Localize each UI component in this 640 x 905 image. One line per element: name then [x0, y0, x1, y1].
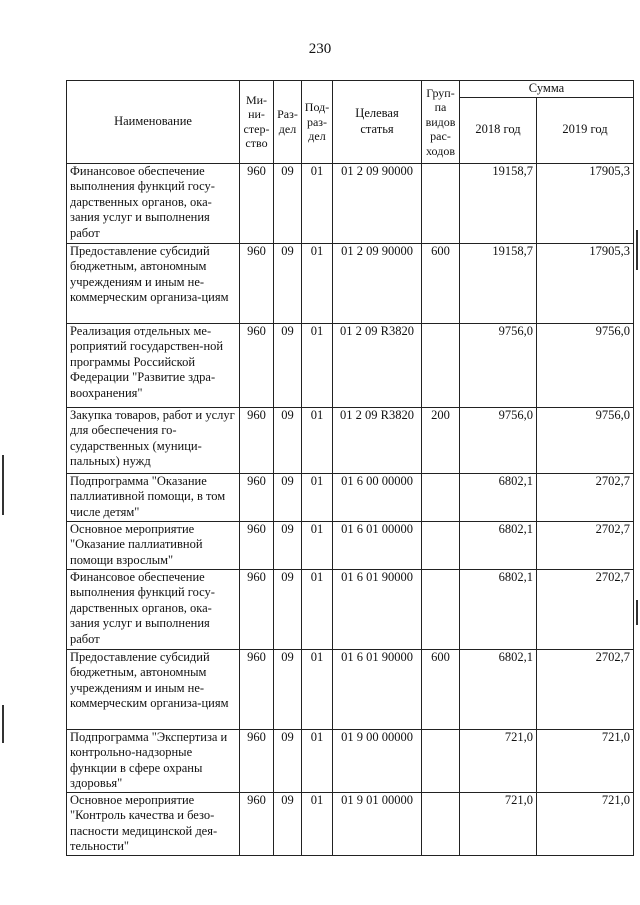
- row-subsection: 01: [302, 163, 333, 243]
- row-expense-group: [422, 729, 460, 792]
- row-ministry: 960: [240, 473, 274, 521]
- header-subsection: Под- раз- дел: [302, 81, 333, 164]
- margin-mark: [636, 600, 638, 625]
- row-2018: 6802,1: [460, 649, 537, 729]
- table-row: [67, 649, 634, 729]
- row-section: 09: [274, 649, 302, 729]
- row-expense-group: [422, 473, 460, 521]
- table-row: [67, 729, 634, 792]
- header-section: Раз- дел: [274, 81, 302, 164]
- row-2019: 721,0: [537, 792, 634, 855]
- row-2019: 17905,3: [537, 243, 634, 323]
- row-expense-group: [422, 323, 460, 407]
- row-section: 09: [274, 521, 302, 569]
- row-subsection: 01: [302, 243, 333, 323]
- row-expense-group: [422, 163, 460, 243]
- row-section: 09: [274, 407, 302, 473]
- row-section: 09: [274, 163, 302, 243]
- row-name: Основное мероприятие "Оказание паллиативной помощи взрослым": [67, 521, 240, 569]
- table-row: [67, 792, 634, 855]
- table-row: [67, 521, 634, 569]
- row-name: Реализация отдельных ме-роприятий государствен-ной программы Российской Федерации "Развитие здра-воохранения": [67, 323, 240, 407]
- row-2019: 17905,3: [537, 163, 634, 243]
- row-2018: 19158,7: [460, 163, 537, 243]
- row-target: 01 2 09 90000: [333, 243, 422, 323]
- margin-mark: [2, 705, 4, 743]
- row-2019: 2702,7: [537, 473, 634, 521]
- row-name: Финансовое обеспечение выполнения функций госу-дарственных органов, ока-зания услуг и выполнения работ: [67, 163, 240, 243]
- row-2019: 721,0: [537, 729, 634, 792]
- row-ministry: 960: [240, 569, 274, 649]
- row-ministry: 960: [240, 649, 274, 729]
- row-target: 01 6 01 00000: [333, 521, 422, 569]
- row-expense-group: 600: [422, 243, 460, 323]
- row-ministry: 960: [240, 163, 274, 243]
- row-name: Закупка товаров, работ и услуг для обеспечения го-сударственных (муници-пальных) нужд: [67, 407, 240, 473]
- row-subsection: 01: [302, 407, 333, 473]
- header-ministry: Ми- ни- стер- ство: [240, 81, 274, 164]
- table-row: [67, 407, 634, 473]
- header-expense-group: Груп- па видов рас- ходов: [422, 81, 460, 164]
- row-subsection: 01: [302, 473, 333, 521]
- row-ministry: 960: [240, 243, 274, 323]
- margin-mark: [2, 455, 4, 515]
- row-target: 01 6 01 90000: [333, 569, 422, 649]
- table-row: [67, 243, 634, 323]
- row-section: 09: [274, 323, 302, 407]
- row-2018: 721,0: [460, 729, 537, 792]
- row-name: Финансовое обеспечение выполнения функций госу-дарственных органов, ока-зания услуг и выполнения работ: [67, 569, 240, 649]
- row-expense-group: [422, 569, 460, 649]
- row-expense-group: 200: [422, 407, 460, 473]
- row-target: 01 2 09 R3820: [333, 407, 422, 473]
- table-row: [67, 473, 634, 521]
- row-name: Подпрограмма "Оказание паллиативной помощи, в том числе детям": [67, 473, 240, 521]
- row-target: 01 2 09 90000: [333, 163, 422, 243]
- row-ministry: 960: [240, 323, 274, 407]
- row-subsection: 01: [302, 649, 333, 729]
- table-row: [67, 163, 634, 243]
- header-2019: 2019 год: [537, 97, 634, 163]
- header-target: Целевая статья: [333, 81, 422, 164]
- row-2019: 2702,7: [537, 569, 634, 649]
- header-2018: 2018 год: [460, 97, 537, 163]
- row-2018: 6802,1: [460, 569, 537, 649]
- row-expense-group: 600: [422, 649, 460, 729]
- row-2019: 9756,0: [537, 323, 634, 407]
- row-2018: 721,0: [460, 792, 537, 855]
- row-ministry: 960: [240, 792, 274, 855]
- table-row: [67, 569, 634, 649]
- row-2019: 9756,0: [537, 407, 634, 473]
- row-2019: 2702,7: [537, 521, 634, 569]
- row-subsection: 01: [302, 792, 333, 855]
- row-2018: 6802,1: [460, 521, 537, 569]
- row-2018: 6802,1: [460, 473, 537, 521]
- margin-mark: [636, 230, 638, 270]
- row-name: Предоставление субсидий бюджетным, автономным учреждениям и иным не-коммерческим организа-циям: [67, 649, 240, 729]
- page-number: 230: [308, 41, 332, 57]
- row-ministry: 960: [240, 407, 274, 473]
- row-2018: 9756,0: [460, 407, 537, 473]
- row-target: 01 6 01 90000: [333, 649, 422, 729]
- row-2018: 19158,7: [460, 243, 537, 323]
- row-target: 01 9 01 00000: [333, 792, 422, 855]
- row-section: 09: [274, 243, 302, 323]
- header-name: Наименование: [67, 81, 240, 164]
- row-expense-group: [422, 792, 460, 855]
- row-target: 01 9 00 00000: [333, 729, 422, 792]
- table-row: [67, 323, 634, 407]
- row-ministry: 960: [240, 521, 274, 569]
- header-sum: Сумма: [460, 81, 634, 98]
- row-expense-group: [422, 521, 460, 569]
- budget-table: [66, 80, 634, 856]
- row-name: Основное мероприятие "Контроль качества и безо-пасности медицинской дея-тельности": [67, 792, 240, 855]
- row-section: 09: [274, 473, 302, 521]
- row-section: 09: [274, 569, 302, 649]
- row-section: 09: [274, 792, 302, 855]
- row-name: Подпрограмма "Экспертиза и контрольно-надзорные функции в сфере охраны здоровья": [67, 729, 240, 792]
- row-subsection: 01: [302, 521, 333, 569]
- row-subsection: 01: [302, 729, 333, 792]
- row-target: 01 2 09 R3820: [333, 323, 422, 407]
- row-2019: 2702,7: [537, 649, 634, 729]
- row-subsection: 01: [302, 323, 333, 407]
- row-subsection: 01: [302, 569, 333, 649]
- row-section: 09: [274, 729, 302, 792]
- row-target: 01 6 00 00000: [333, 473, 422, 521]
- row-name: Предоставление субсидий бюджетным, автономным учреждениям и иным не-коммерческим организа-циям: [67, 243, 240, 323]
- row-2018: 9756,0: [460, 323, 537, 407]
- row-ministry: 960: [240, 729, 274, 792]
